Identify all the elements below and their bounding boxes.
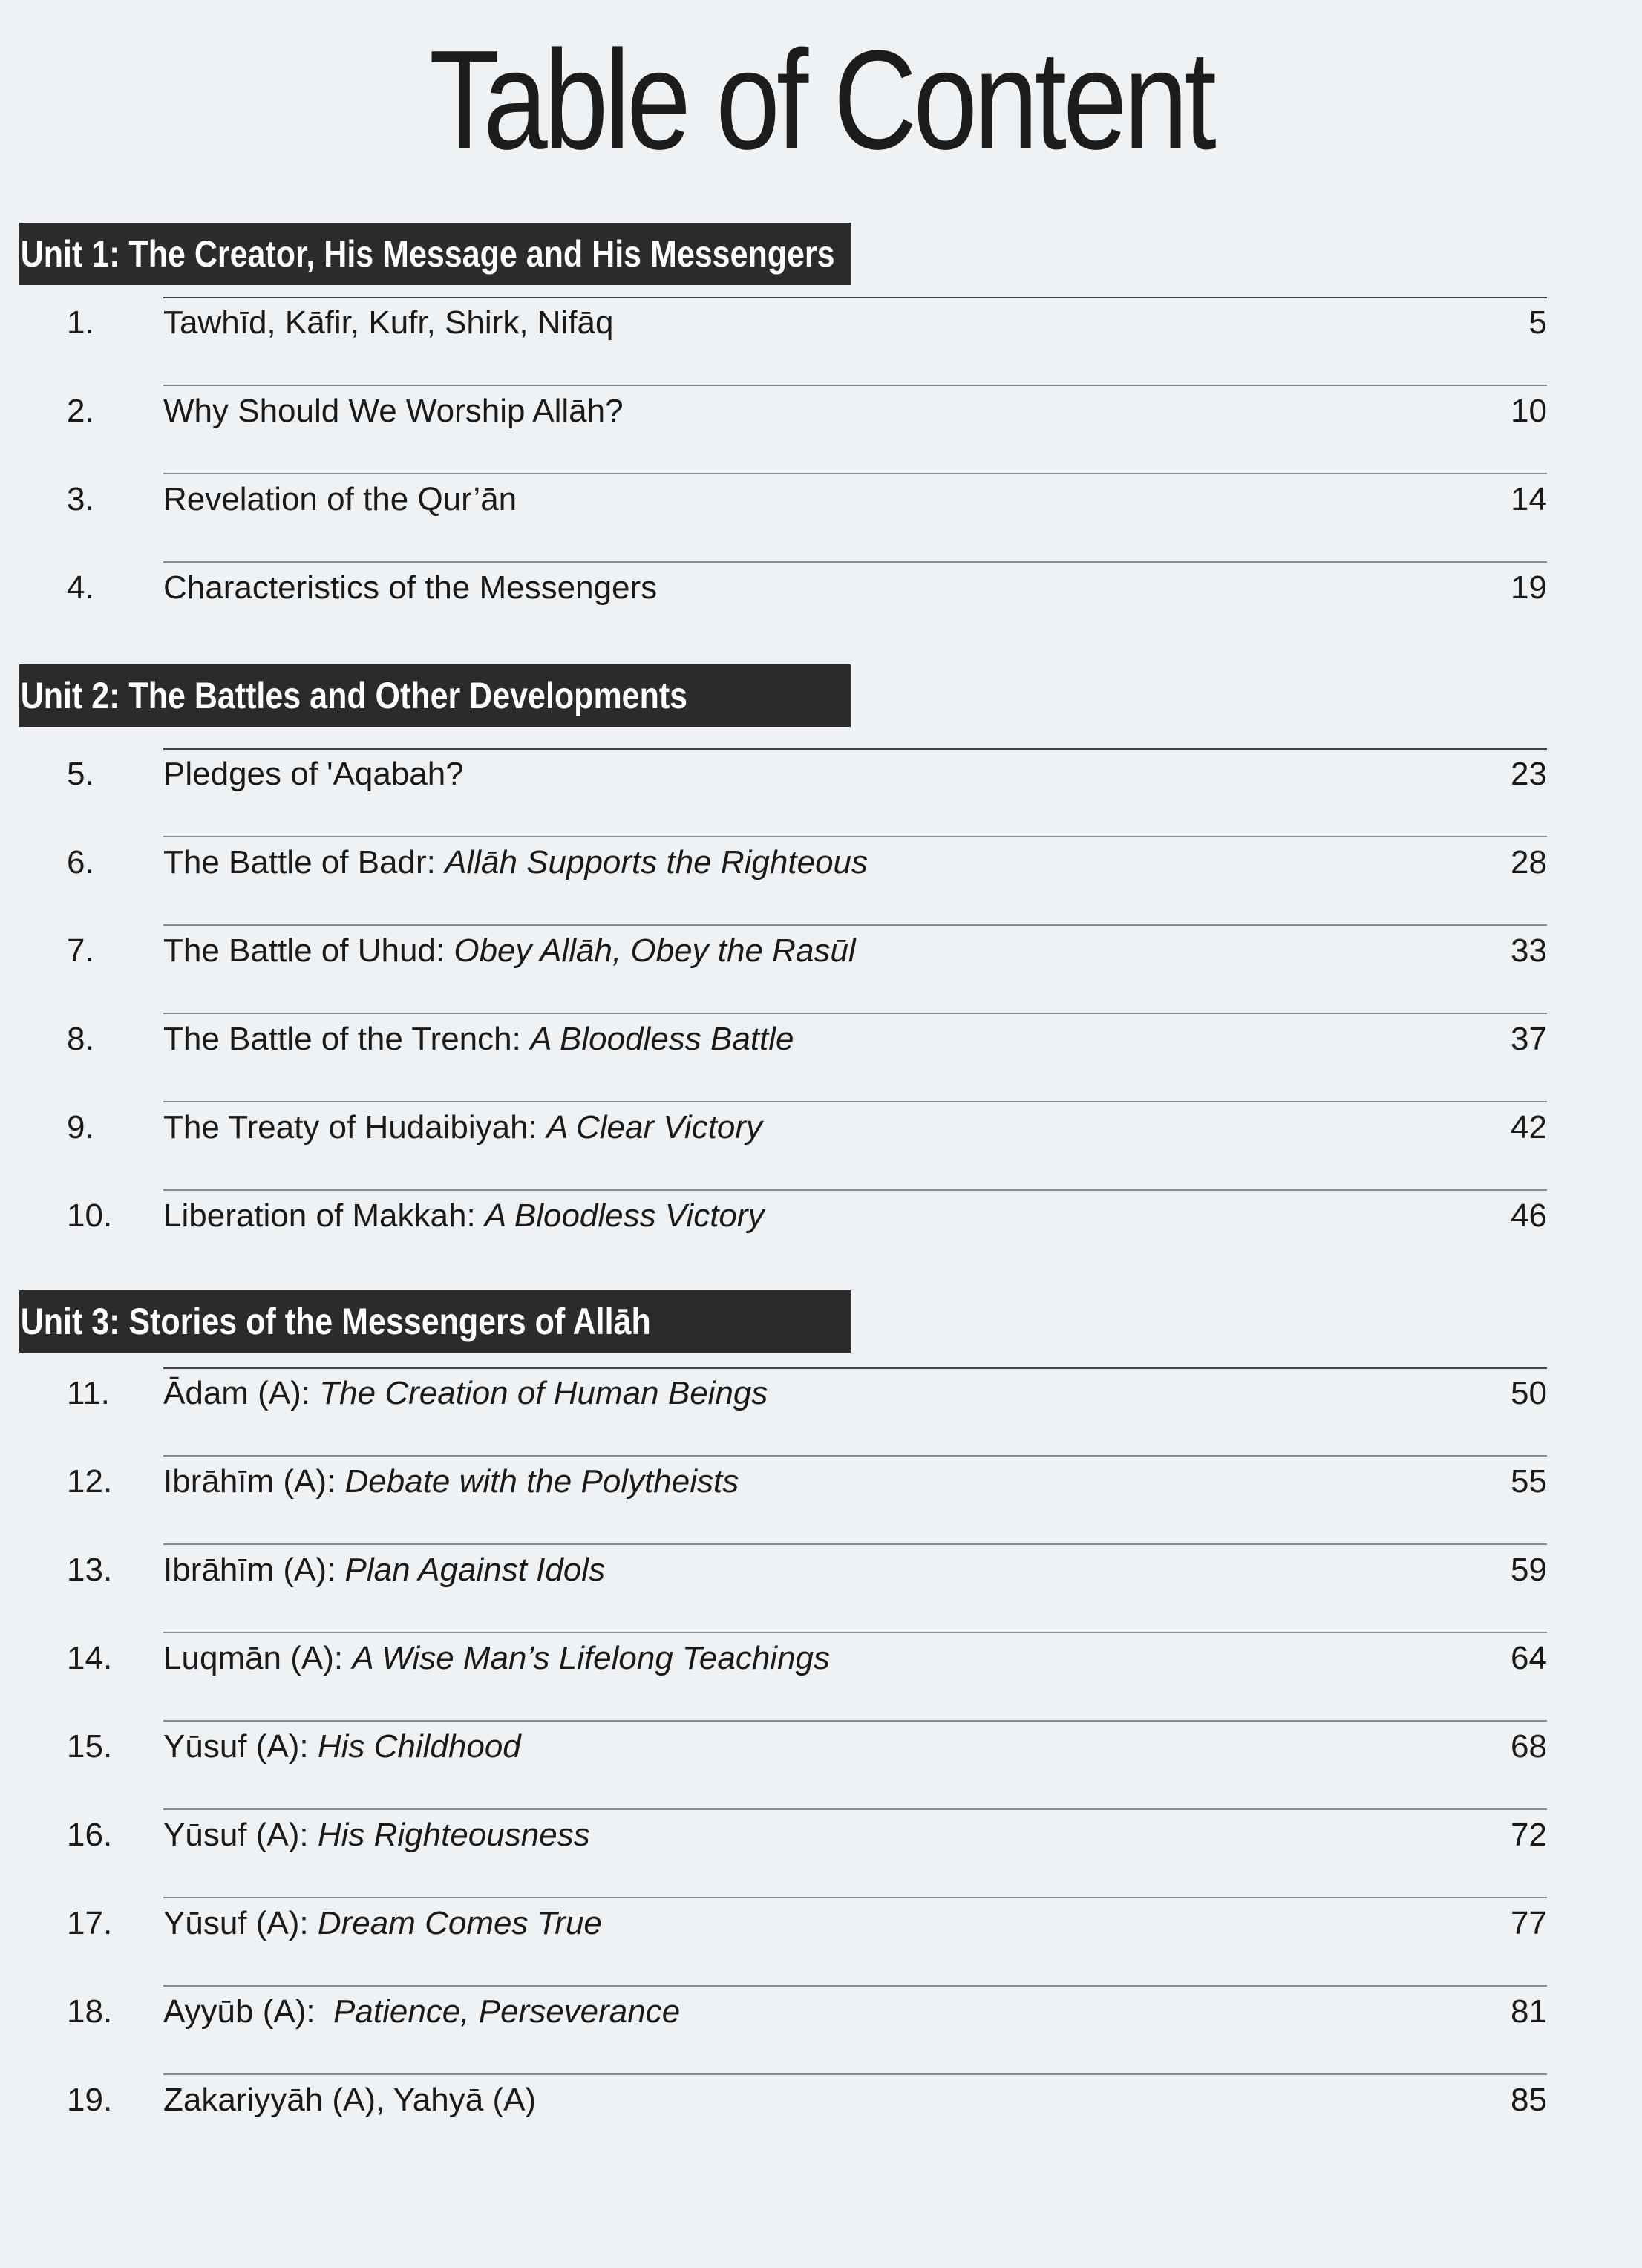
- page-number: 50: [1511, 1375, 1547, 1411]
- chapter-title: Yūsuf (A): His Righteousness: [163, 1817, 590, 1853]
- chapter-title: Zakariyyāh (A), Yahyā (A): [163, 2082, 537, 2118]
- chapter-title: Yūsuf (A): Dream Comes True: [163, 1905, 602, 1941]
- page-number: 55: [1511, 1463, 1547, 1500]
- chapter-number: 7.: [67, 932, 94, 969]
- page-number: 68: [1511, 1728, 1547, 1765]
- chapter-number: 2.: [67, 393, 94, 429]
- unit-2-heading: Unit 2: The Battles and Other Developments: [19, 664, 851, 727]
- chapter-title: Pledges of 'Aqabah?: [163, 756, 464, 792]
- page-number: 19: [1511, 569, 1547, 606]
- chapter-number: 9.: [67, 1109, 94, 1146]
- toc-entry[interactable]: [0, 1721, 1642, 1773]
- page-number: 81: [1511, 1993, 1547, 2030]
- toc-entry[interactable]: [0, 1013, 1642, 1065]
- toc-entry[interactable]: [0, 1367, 1642, 1419]
- chapter-title: Ibrāhīm (A): Debate with the Polytheists: [163, 1463, 739, 1500]
- page-number: 42: [1511, 1109, 1547, 1146]
- page-title: Table of Content: [429, 22, 1213, 179]
- chapter-title: Why Should We Worship Allāh?: [163, 393, 624, 429]
- toc-entry[interactable]: [0, 837, 1642, 889]
- chapter-title: Ādam (A): The Creation of Human Beings: [163, 1375, 768, 1411]
- toc-entry[interactable]: [0, 1544, 1642, 1596]
- page-number: 23: [1511, 756, 1547, 792]
- page-number: 72: [1511, 1817, 1547, 1853]
- chapter-title: Yūsuf (A): His Childhood: [163, 1728, 521, 1765]
- chapter-title: Ibrāhīm (A): Plan Against Idols: [163, 1552, 606, 1588]
- chapter-title: Liberation of Makkah: A Bloodless Victory: [163, 1197, 765, 1234]
- chapter-title: The Battle of Uhud: Obey Allāh, Obey the Rasūl: [163, 932, 856, 969]
- chapter-number: 6.: [67, 844, 94, 880]
- chapter-number: 18.: [67, 1993, 113, 2030]
- chapter-title: Tawhīd, Kāfir, Kufr, Shirk, Nifāq: [163, 304, 614, 341]
- toc-entry[interactable]: [0, 1986, 1642, 2038]
- chapter-title: Revelation of the Qur’ān: [163, 481, 517, 517]
- toc-entry[interactable]: [0, 474, 1642, 526]
- chapter-number: 10.: [67, 1197, 113, 1234]
- page-number: 28: [1511, 844, 1547, 880]
- page-number: 64: [1511, 1640, 1547, 1676]
- chapter-number: 4.: [67, 569, 94, 606]
- chapter-number: 15.: [67, 1728, 113, 1765]
- page-number: 10: [1511, 393, 1547, 429]
- toc-entry[interactable]: [0, 297, 1642, 349]
- chapter-title: Characteristics of the Messengers: [163, 569, 658, 606]
- chapter-number: 5.: [67, 756, 94, 792]
- chapter-number: 17.: [67, 1905, 113, 1941]
- page-number: 59: [1511, 1552, 1547, 1588]
- chapter-title: Ayyūb (A): Patience, Perseverance: [163, 1993, 681, 2030]
- toc-entry[interactable]: [0, 1633, 1642, 1684]
- toc-entry[interactable]: [0, 748, 1642, 800]
- toc-entry[interactable]: [0, 1456, 1642, 1508]
- unit-3-heading: Unit 3: Stories of the Messengers of Allāh: [19, 1290, 851, 1353]
- toc-entry[interactable]: [0, 2074, 1642, 2126]
- chapter-number: 16.: [67, 1817, 113, 1853]
- page-number: 85: [1511, 2082, 1547, 2118]
- chapter-number: 11.: [67, 1375, 110, 1411]
- page-number: 46: [1511, 1197, 1547, 1234]
- chapter-number: 8.: [67, 1021, 94, 1057]
- toc-entry[interactable]: [0, 562, 1642, 614]
- unit-1-heading: Unit 1: The Creator, His Message and His Messengers: [19, 223, 851, 285]
- page-number: 33: [1511, 932, 1547, 969]
- chapter-number: 1.: [67, 304, 94, 341]
- chapter-number: 3.: [67, 481, 94, 517]
- toc-entry[interactable]: [0, 925, 1642, 977]
- toc-entry[interactable]: [0, 1898, 1642, 1950]
- page-number: 37: [1511, 1021, 1547, 1057]
- chapter-number: 13.: [67, 1552, 113, 1588]
- toc-entry[interactable]: [0, 1102, 1642, 1154]
- toc-entry[interactable]: [0, 1809, 1642, 1861]
- page-number: 5: [1528, 304, 1547, 341]
- chapter-title: The Treaty of Hudaibiyah: A Clear Victory: [163, 1109, 763, 1146]
- chapter-number: 19.: [67, 2082, 113, 2118]
- toc-entry[interactable]: [0, 1190, 1642, 1242]
- toc-entry[interactable]: [0, 385, 1642, 437]
- page-number: 77: [1511, 1905, 1547, 1941]
- chapter-title: The Battle of the Trench: A Bloodless Battle: [163, 1021, 794, 1057]
- page-number: 14: [1511, 481, 1547, 517]
- chapter-title: Luqmān (A): A Wise Man’s Lifelong Teachings: [163, 1640, 831, 1676]
- chapter-number: 12.: [67, 1463, 113, 1500]
- chapter-number: 14.: [67, 1640, 113, 1676]
- chapter-title: The Battle of Badr: Allāh Supports the Righteous: [163, 844, 869, 880]
